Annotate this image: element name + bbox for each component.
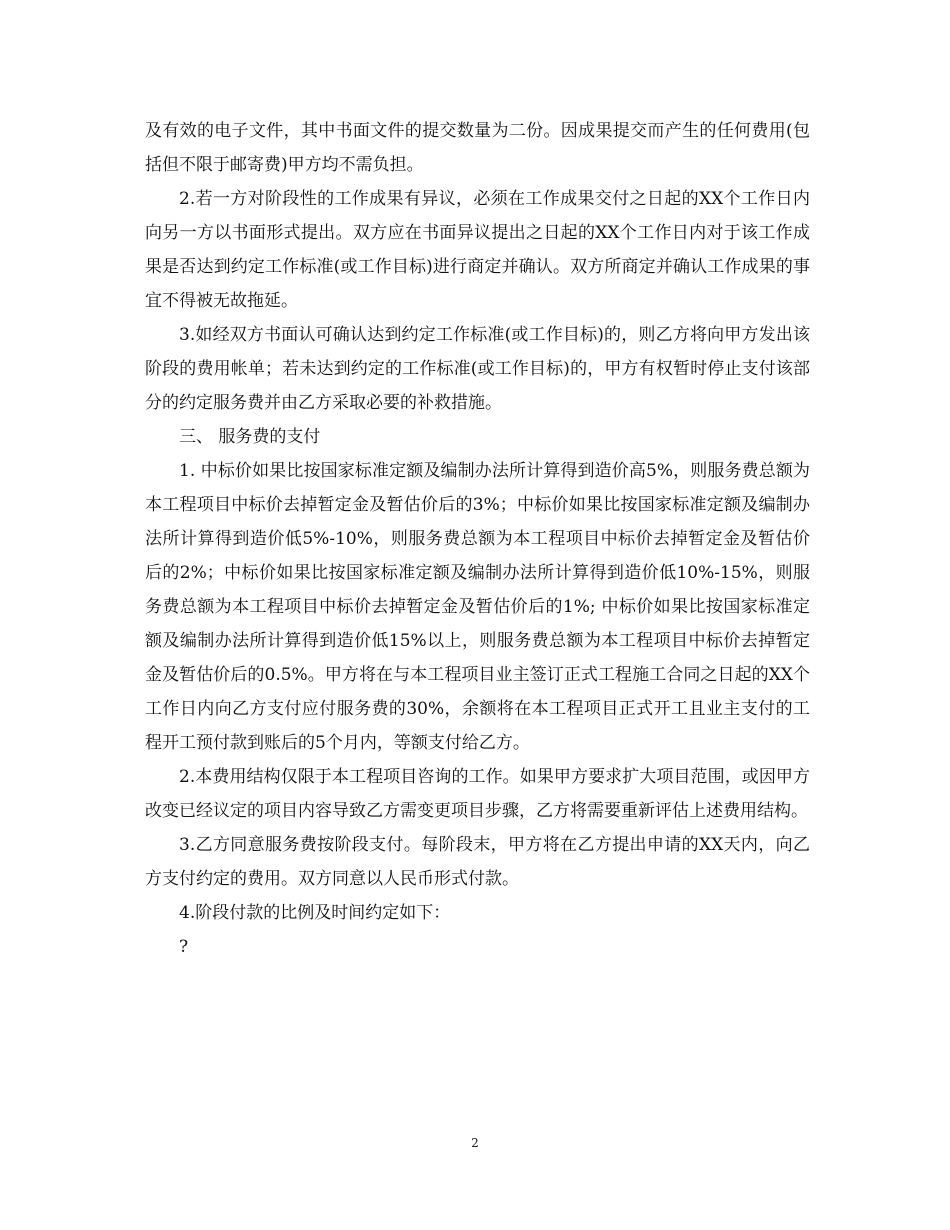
paragraph-clause-2-objection: 2.若一方对阶段性的工作成果有异议，必须在工作成果交付之日起的XX个工作日内向另一方以书面形式提出。双方应在书面异议提出之日起的XX个工作日内对于该工作成果是否达到约定工作标准(或工作目标)进行商定并确认。双方所商定并确认工作成果的事宜不得被无故拖延。	[145, 189, 810, 311]
paragraph-fee-clause-4: 4.阶段付款的比例及时间约定如下：	[179, 903, 451, 923]
page-number: 2	[471, 1136, 479, 1150]
paragraph-placeholder-mark: ?	[179, 937, 189, 957]
paragraph-fee-clause-1: 1. 中标价如果比按国家标准定额及编制办法所计算得到造价高5%，则服务费总额为本工程项目中标价去掉暂定金及暂估价后的3%；中标价如果比按国家标准定额及编制办法所计算得到造价低5%-10%，则服务费总额为本工程项目中标价去掉暂定金及暂估价后的2%；中标价如果比按国家标准定额及编制办法所计算得到造价低10%-15%，则服务费总额为本工程项目中标价去掉暂定金及暂估价后的1%; 中标价如果比按国家标准定额及编制办法所计算得到造价低15%以上，则服务费总额为本工程项目中标价去掉暂定金及暂估价后的0.5%。甲方将在与本工程项目业主签订正式工程施工合同之日起的XX个工作日内向乙方支付应付服务费的30%，余额将在本工程项目正式开工且业主支付的工程开工预付款到账后的5个月内，等额支付给乙方。	[145, 461, 810, 753]
section-heading-service-fee: 三、 服务费的支付	[179, 427, 321, 447]
paragraph-continuation: 及有效的电子文件，其中书面文件的提交数量为二份。因成果提交而产生的任何费用(包括但不限于邮寄费)甲方均不需负担。	[145, 121, 810, 175]
document-body	[145, 114, 810, 964]
paragraph-fee-clause-3: 3.乙方同意服务费按阶段支付。每阶段末，甲方将在乙方提出申请的XX天内，向乙方支付约定的费用。双方同意以人民币形式付款。	[145, 835, 810, 889]
paragraph-fee-clause-2: 2.本费用结构仅限于本工程项目咨询的工作。如果甲方要求扩大项目范围，或因甲方改变已经议定的项目内容导致乙方需变更项目步骤，乙方将需要重新评估上述费用结构。	[145, 767, 810, 821]
paragraph-clause-3-billing: 3.如经双方书面认可确认达到约定工作标准(或工作目标)的，则乙方将向甲方发出该阶段的费用帐单；若未达到约定的工作标准(或工作目标)的，甲方有权暂时停止支付该部分的约定服务费并由乙方采取必要的补救措施。	[145, 325, 810, 413]
